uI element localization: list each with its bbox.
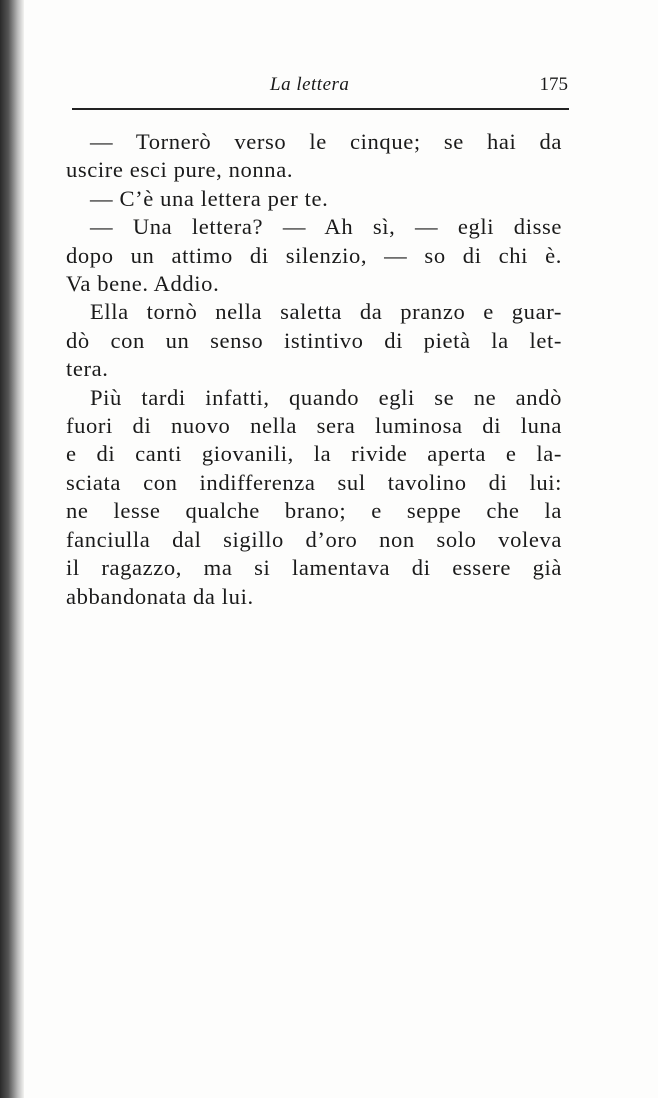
text-line: sciata con indifferenza sul tavolino di lui: <box>66 469 562 495</box>
text-line: Va bene. Addio. <box>66 271 220 297</box>
text-line: — C’è una lettera per te. <box>90 185 329 211</box>
text-line: dò con un senso istintivo di pietà la let- <box>66 327 562 353</box>
book-spine-shadow <box>0 0 24 1098</box>
text-line: abbandonata da lui. <box>66 583 254 609</box>
text-line: uscire esci pure, nonna. <box>66 157 294 183</box>
text-line: il ragazzo, ma si lamentava di essere già <box>66 555 562 581</box>
text-line: fuori di nuovo nella sera luminosa di luna <box>66 413 562 439</box>
text-line: Ella tornò nella saletta da pranzo e guar- <box>90 299 562 325</box>
running-title: La lettera <box>270 74 350 95</box>
text-line: — Tornerò verso le cinque; se hai da <box>90 129 562 154</box>
text-line: tera. <box>66 356 109 382</box>
text-line: ne lesse qualche brano; e seppe che la <box>66 498 562 524</box>
text-line: Più tardi infatti, quando egli se ne andò <box>90 384 562 410</box>
text-line: dopo un attimo di silenzio, — so di chi è. <box>66 242 562 268</box>
header-rule <box>72 108 569 110</box>
body-text <box>66 128 562 611</box>
text-line: fanciulla dal sigillo d’oro non solo voleva <box>66 526 562 552</box>
page-number: 175 <box>539 74 568 95</box>
page-header <box>70 74 568 104</box>
text-line: — Una lettera? — Ah sì, — egli disse <box>90 214 562 240</box>
text-line: e di canti giovanili, la rivide aperta e la- <box>66 441 562 467</box>
